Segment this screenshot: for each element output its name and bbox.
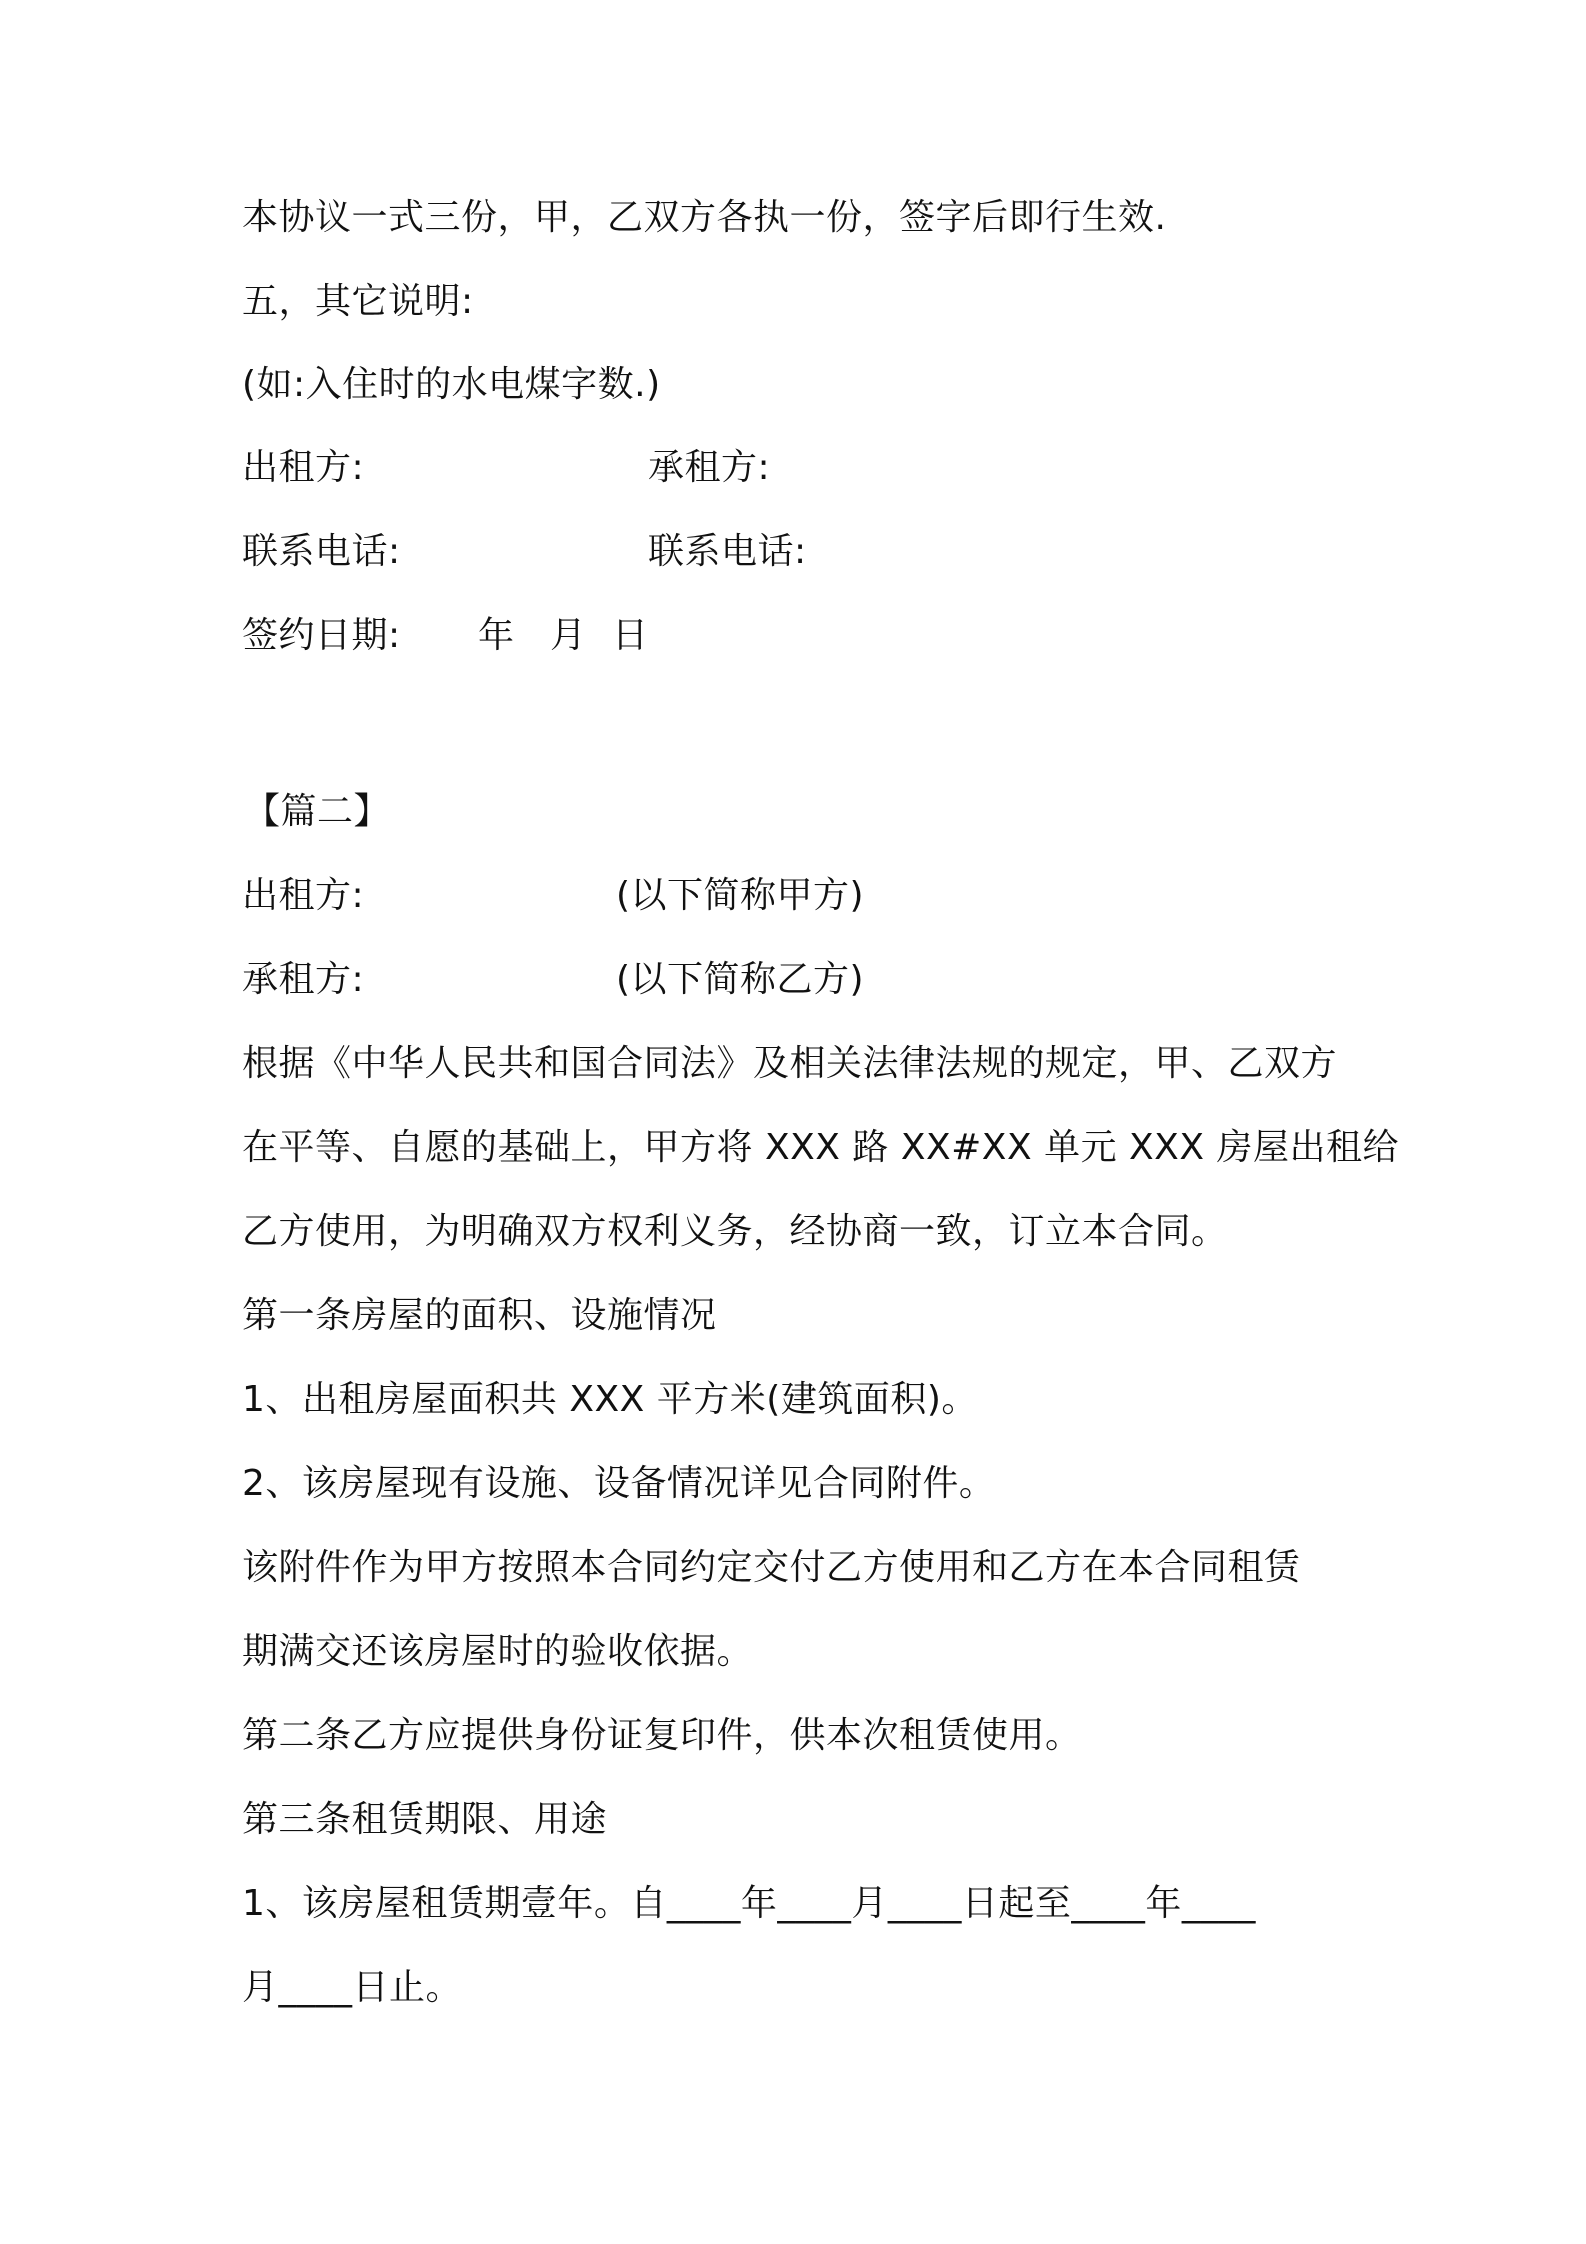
body-line: 根据《中华人民共和国合同法》及相关法律法规的规定，甲、乙双方 xyxy=(242,1043,1338,1084)
body-line: 1、出租房屋面积共 XXX 平方米(建筑面积)。 xyxy=(242,1379,978,1420)
signing-date-row xyxy=(242,614,649,658)
body-line: 2、该房屋现有设施、设备情况详见合同附件。 xyxy=(242,1463,996,1504)
signature-party-row xyxy=(242,446,771,490)
date-year: 年 xyxy=(478,615,515,656)
article-two-line: 第二条乙方应提供身份证复印件，供本次租赁使用。 xyxy=(242,1715,1082,1756)
lessor-signature-label: 出租方: xyxy=(242,447,365,488)
agreement-copies-line: 本协议一式三份，甲，乙双方各执一份，签字后即行生效. xyxy=(242,197,1167,238)
date-day: 日 xyxy=(612,615,649,656)
lessor-phone-label: 联系电话: xyxy=(242,531,401,572)
body-line: 该附件作为甲方按照本合同约定交付乙方使用和乙方在本合同租赁 xyxy=(242,1547,1301,1588)
parties-lessee-note: (以下简称乙方) xyxy=(616,959,865,1000)
lease-term-end-line: 月____日止。 xyxy=(242,1967,463,2008)
other-notes-heading: 五，其它说明: xyxy=(242,281,474,322)
parties-lessor-row xyxy=(242,874,865,918)
parties-lessor-label: 出租方: xyxy=(242,875,365,916)
signing-date-label: 签约日期: xyxy=(242,615,401,656)
parties-lessor-note: (以下简称甲方) xyxy=(616,875,865,916)
lessee-phone-label: 联系电话: xyxy=(648,531,807,572)
signature-phone-row xyxy=(242,530,807,574)
parties-lessee-label: 承租方: xyxy=(242,959,365,1000)
lease-term-line: 1、该房屋租赁期壹年。自____年____月____日起至____年____ xyxy=(242,1883,1256,1924)
article-one-heading: 第一条房屋的面积、设施情况 xyxy=(242,1295,717,1336)
parties-lessee-row xyxy=(242,958,865,1002)
body-line: 乙方使用，为明确双方权利义务，经协商一致，订立本合同。 xyxy=(242,1211,1228,1252)
body-line: 期满交还该房屋时的验收依据。 xyxy=(242,1631,754,1672)
body-line: 在平等、自愿的基础上，甲方将 XXX 路 XX#XX 单元 XXX 房屋出租给 xyxy=(242,1127,1399,1168)
lessee-signature-label: 承租方: xyxy=(648,447,771,488)
other-notes-example: (如:入住时的水电煤字数.) xyxy=(242,364,661,405)
date-month: 月 xyxy=(550,615,587,656)
section-title: 【篇二】 xyxy=(244,791,391,832)
article-three-heading: 第三条租赁期限、用途 xyxy=(242,1799,608,1840)
